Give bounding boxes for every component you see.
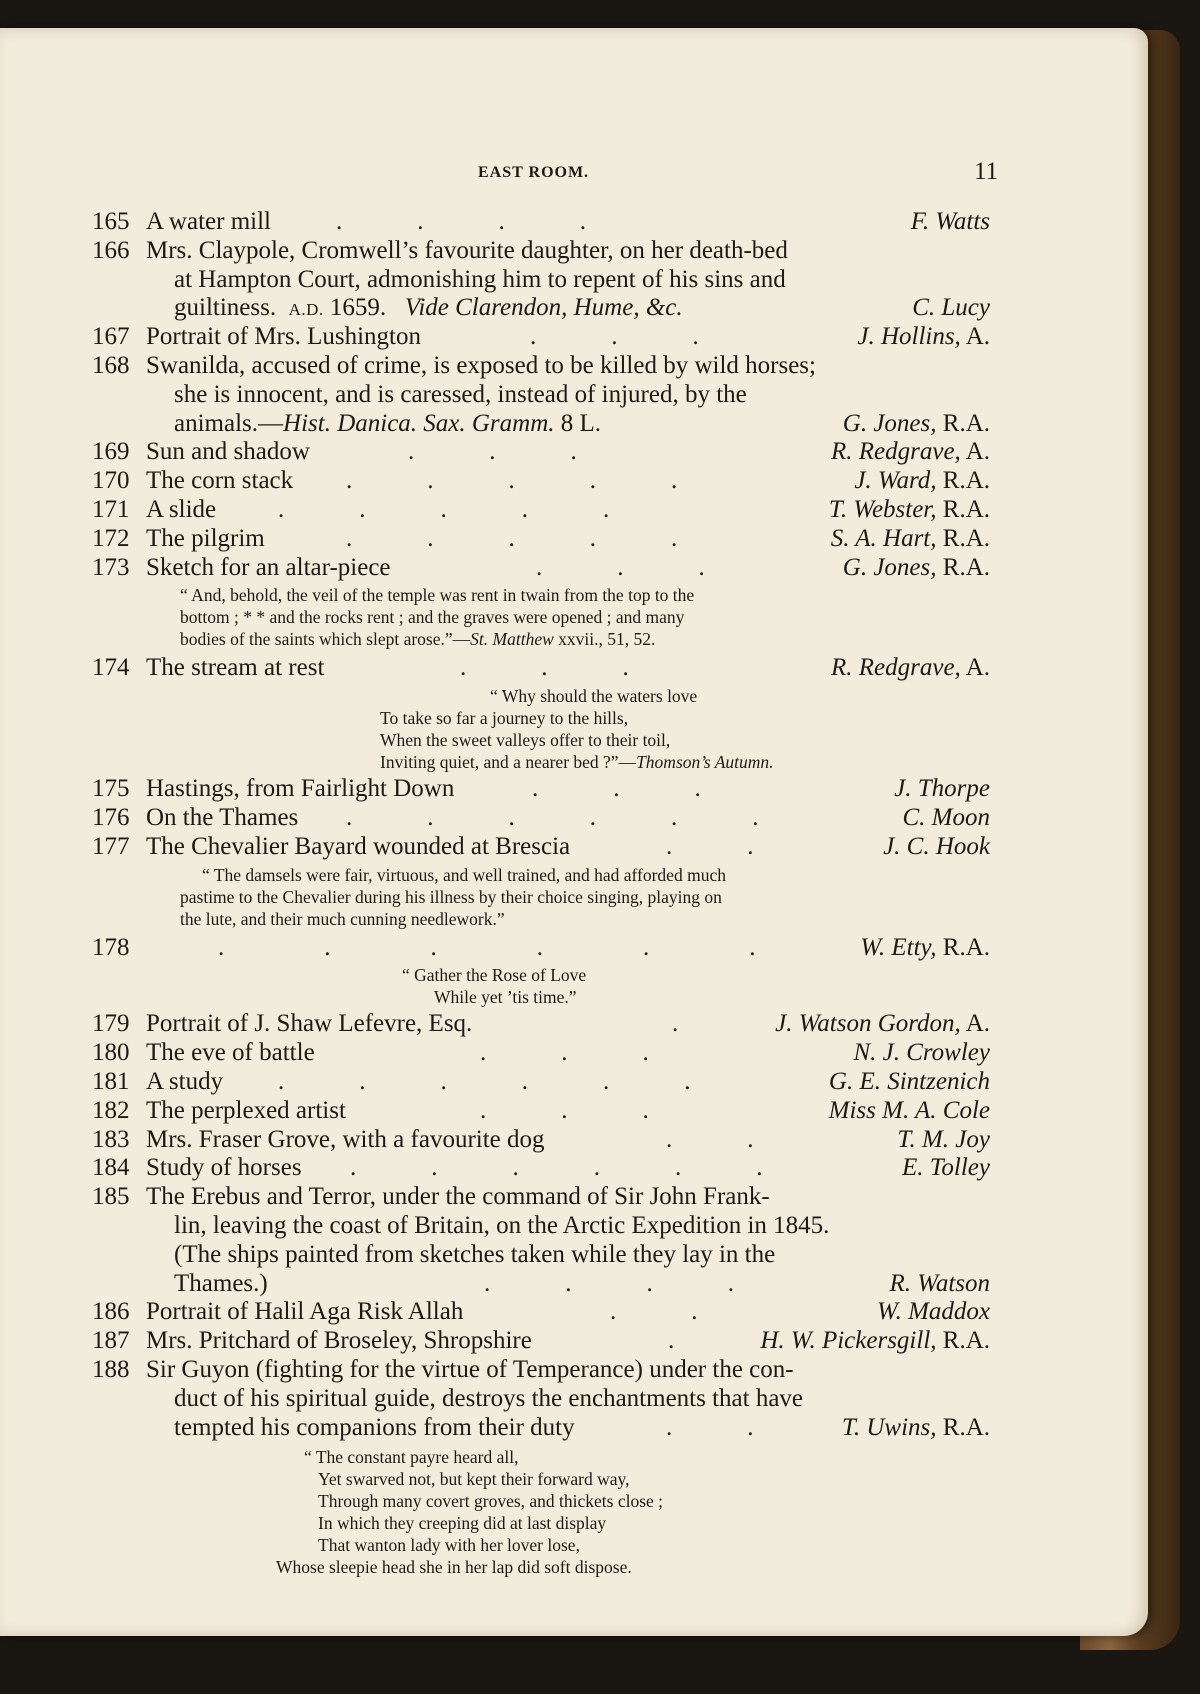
entry-title: A water mill — [146, 208, 271, 235]
running-head: EAST ROOM. — [478, 164, 590, 181]
entry-169: 169 Sun and shadow . . . R. Redgrave, A. — [92, 438, 990, 466]
entry-178: 178 . . . . . . W. Etty, R.A. — [92, 933, 990, 961]
catalogue-list: 165 A water mill . . . . F. Watts 166 Mrs. Claypole, Cromwell’s favourite daughter, on her death-bed at Hampton Court, admonishing him to repent of his sins and guiltiness. A.D. 1659. Vide Clarendon, Hume, &c. C. Lucy 167 Portrait of Mrs. Lushington . . . J. Hollins, A. 168 Swanilda, accused of crime, is exposed to be killed by wild horses; she is innocent, and is caressed, instead of injured, by the animals.—Hist. Danica. Sax. Gramm. 8 L. G. Jones, R.A. 169 Sun and shadow . . . R. Redgrave, A. 170 The corn stack . . . . . J. Ward, R.A. 171 A slide . . . . . T. Webster, R.A. 172 The pilgrim . . . . . S. A. Hart, R.A. 173 Sketch for an altar-piece . . . G. Jones, R.A. “ And, behold, the veil of the temple was rent in twain from the top to the bottom ; * * and the rocks rent ; and the graves were opened ; and many bodies of the saints which slept arose.”—St. Matthew xxvii., 51, 52. 174 The stream at rest . . . R. Redgrave, A. “ Why should the waters love To take so far a journey to the hills, When the sweet valleys offer to their toil, Inviting quiet, and a nearer bed ?”—Thomson’s Autumn. 175 Hastings, from Fairlight Down . . . J. Thorpe 176 On the Thames . . . . . . C. Moon 177 The Chevalier Bayard wounded at Brescia . . J. C. Hook “ The damsels were fair, virtuous, and well trained, and had afforded much pastime to the Chevalier during his illness by their choice singing, playing on the lute, and their much cunning needlework.” 178 . . . . . . W. Etty, R.A. “ Gather the Rose of Love While yet ’tis time.” 179 Portrait of J. Shaw Lefevre, Esq. . J. Watson Gordon, A. 180 The eve of battle . . . N. J. Crowley 181 A study . . . . . . G. E. Sintzenich 182 The perplexed artist . . . Miss M. A. Cole 183 Mrs. Fraser Grove, with a favourite dog . . T. M. Joy 184 Study of horses . . . . . . E. Tolley 185 The Erebus and Terror, under the command of Sir John Frank- lin, leaving the coast of Britain, on the Arctic Expedition in 1845. (The ships painted from sketches taken while they lay in the Thames.) . . . . R. Watson 186 Portrait of Halil Aga Risk Allah . . W. Maddox 187 Mrs. Pritchard of Broseley, Shropshire . H. W. Pickersgill, R.A. 188 Sir Guyon (fighting for the virtue of Temperance) under the con- duct of his spiritual guide, destroys the enchantments that have tempted his companions from their duty . . T. Uwins, R.A. “ The constant payre heard all, Yet swarved not, but kept their forward way, Through many covert groves, and thickets close ; In which they creeping did at last display That wanton lady with her lover lose, Whose sleepie head she in her lap did soft dispose. — [0, 208, 1148, 1578]
entry-188: 188 Sir Guyon (fighting for the virtue of Temperance) under the con- — [92, 1355, 794, 1383]
entry-177: 177 The Chevalier Bayard wounded at Brescia . . J. C. Hook — [92, 832, 990, 860]
entry-artist: G. E. Sintzenich — [828, 1067, 990, 1095]
entry-165: 165 A water mill . . . . F. Watts — [92, 208, 990, 235]
entry-170: 170 The corn stack . . . . . J. Ward, R.A. — [92, 467, 990, 495]
entry-184: 184 Study of horses . . . . . . E. Tolley — [92, 1154, 990, 1182]
entry-quote: “ Gather the Rose of Love While yet ’tis time.” — [402, 965, 587, 1008]
entry-artist: R. Redgrave, A. — [831, 654, 990, 682]
entry-artist: G. Jones, R.A. — [842, 409, 990, 437]
entry-artist: R. Watson — [889, 1269, 990, 1297]
entry-artist: R. Redgrave, A. — [831, 438, 990, 466]
entry-artist: Miss M. A. Cole — [828, 1096, 990, 1124]
entry-quote: “ And, behold, the veil of the temple was rent in twain from the top to the bottom ; * * and the rocks rent ; and the graves were opened ; and many bodies of the saints which slept arose.”—St. Matthew xxvii., 51, 52. — [180, 585, 695, 650]
entry-171: 171 A slide . . . . . T. Webster, R.A. — [92, 495, 990, 523]
entry-quote: “ The damsels were fair, virtuous, and well trained, and had afforded much pastime to the Chevalier during his illness by their choice singing, playing on the lute, and their much cunning needlework.” — [180, 864, 726, 929]
entry-artist: W. Maddox — [877, 1298, 990, 1326]
entry-180: 180 The eve of battle . . . N. J. Crowley — [92, 1039, 990, 1067]
entry-artist: H. W. Pickersgill, R.A. — [760, 1327, 990, 1355]
entry-185: 185 The Erebus and Terror, under the command of Sir John Frank- — [92, 1183, 770, 1211]
book-page — [0, 28, 1148, 1636]
entry-artist: J. Ward, R.A. — [854, 467, 990, 495]
entry-artist: W. Etty, R.A. — [860, 933, 990, 961]
page-number: 11 — [974, 158, 999, 185]
entry-174: 174 The stream at rest . . . R. Redgrave, A. — [92, 654, 990, 682]
entry-182: 182 The perplexed artist . . . Miss M. A. Cole — [92, 1096, 990, 1124]
entry-artist: N. J. Crowley — [853, 1039, 990, 1067]
entry-181: 181 A study . . . . . . G. E. Sintzenich — [92, 1067, 990, 1095]
entry-quote: “ The constant payre heard all, Yet swarved not, but kept their forward way, Through many covert groves, and thickets close ; In which they creeping did at last display That wanton lady with her lover lose, Whose sleepie head she in her lap did soft dispose. — [276, 1447, 664, 1578]
entry-175: 175 Hastings, from Fairlight Down . . . J. Thorpe — [92, 775, 990, 803]
entry-artist: S. A. Hart, R.A. — [830, 524, 990, 552]
entry-artist: J. C. Hook — [883, 832, 990, 860]
entry-179: 179 Portrait of J. Shaw Lefevre, Esq. . J. Watson Gordon, A. — [92, 1010, 990, 1038]
entry-artist: J. Thorpe — [894, 775, 990, 803]
entry-186: 186 Portrait of Halil Aga Risk Allah . . W. Maddox — [92, 1298, 990, 1326]
entry-quote: “ Why should the waters love To take so far a journey to the hills, When the sweet valleys offer to their toil, Inviting quiet, and a nearer bed ?”—Thomson’s Autumn. — [380, 686, 774, 773]
entry-167: 167 Portrait of Mrs. Lushington . . . J. Hollins, A. — [92, 323, 990, 351]
entry-artist: T. Webster, R.A. — [828, 495, 990, 523]
entry-artist: J. Hollins, A. — [857, 323, 990, 351]
entry-183: 183 Mrs. Fraser Grove, with a favourite dog . . T. M. Joy — [92, 1125, 990, 1153]
entry-artist: E. Tolley — [902, 1154, 990, 1182]
entry-176: 176 On the Thames . . . . . . C. Moon — [92, 803, 990, 831]
entry-artist: J. Watson Gordon, A. — [775, 1010, 990, 1038]
entry-166 — [0, 237, 1148, 266]
entry-artist: G. Jones, R.A. — [842, 553, 990, 581]
entry-title: Mrs. Claypole, Cromwell’s favourite daughter, on her death-bed — [146, 236, 788, 264]
entry-187: 187 Mrs. Pritchard of Broseley, Shropshire . H. W. Pickersgill, R.A. — [92, 1327, 990, 1355]
entry-artist: T. Uwins, R.A. — [841, 1413, 990, 1441]
entry-artist: T. M. Joy — [897, 1125, 990, 1153]
entry-172: 172 The pilgrim . . . . . S. A. Hart, R.A. — [92, 524, 990, 552]
entry-artist: C. Lucy — [912, 294, 990, 322]
entry-number: 165 — [92, 208, 130, 235]
entry-173: 173 Sketch for an altar-piece . . . G. Jones, R.A. — [92, 553, 990, 581]
entry-168: 168 Swanilda, accused of crime, is exposed to be killed by wild horses; — [92, 351, 816, 379]
entry-artist: F. Watts — [910, 208, 990, 235]
entry-artist: C. Moon — [902, 803, 990, 831]
entry-number: 166 — [92, 236, 130, 264]
